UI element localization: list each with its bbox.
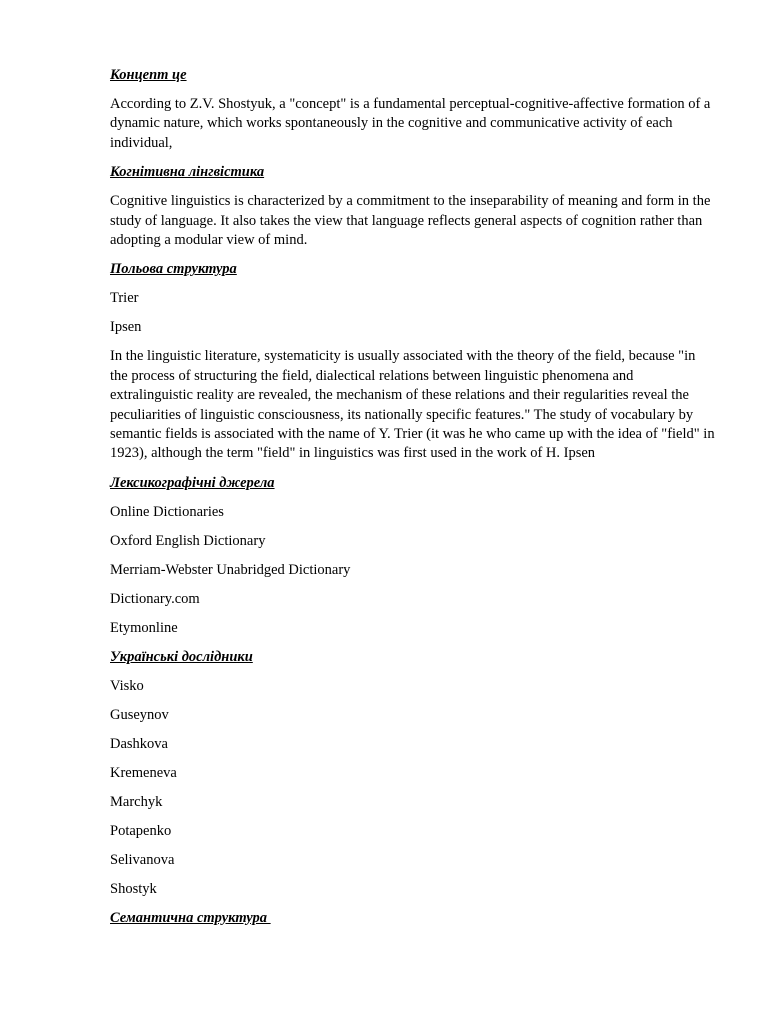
- section-heading-lexicographic-sources: Лексикографічні джерела: [110, 474, 275, 491]
- section-heading-ukrainian-researchers: Українські дослідники: [110, 648, 253, 665]
- list-item: Dashkova: [110, 735, 168, 752]
- list-item: Potapenko: [110, 822, 172, 839]
- paragraph-cognitive-linguistics: Cognitive linguistics is characterized by a commitment to the inseparability of meaning and form in the study of language. It also takes the view that language reflects general aspects of cognition rather than adopting a modular view of mind.: [110, 193, 711, 249]
- section-heading-field-structure: Польова структура: [110, 261, 237, 278]
- paragraph-field-structure: In the linguistic literature, systematicity is usually associated with the theory of the field, because "in the process of structuring the field, dialectical relations between linguistic phenomena and extralinguistic reality are revealed, the mechanism of these relations and their regularities reveal the peculiarities of linguistic consciousness, its nationally specific features." The study of vocabulary by semantic fields is associated with the name of Y. Trier (it was he who came up with the idea of "field" in 1923), although the term "field" in linguistics was first used in the work of H. Ipsen: [110, 348, 715, 462]
- list-item: Etymonline: [110, 619, 178, 636]
- list-item: Shostyk: [110, 880, 157, 897]
- list-item: Marchyk: [110, 793, 163, 810]
- list-item: Oxford English Dictionary: [110, 532, 266, 549]
- list-item: Merriam-Webster Unabridged Dictionary: [110, 561, 351, 578]
- section-heading-semantic-structure: Семантична структура: [110, 909, 271, 926]
- section-heading-cognitive-linguistics: Когнітивна лінгвістика: [110, 164, 265, 181]
- list-item: Selivanova: [110, 851, 175, 868]
- list-item: Visko: [110, 677, 144, 694]
- list-item: Ipsen: [110, 319, 142, 336]
- list-item: Kremeneva: [110, 764, 177, 781]
- list-item: Guseynov: [110, 706, 169, 723]
- list-item: Trier: [110, 290, 139, 307]
- section-heading-concept: Концепт це: [110, 67, 187, 83]
- document-page: [110, 66, 716, 938]
- list-item: Dictionary.com: [110, 590, 200, 607]
- paragraph-concept: According to Z.V. Shostyuk, a "concept" is a fundamental perceptual-cognitive-affective formation of a dynamic nature, which works spontaneously in the cognitive and communicative activity of each individual,: [110, 96, 711, 151]
- list-item: Online Dictionaries: [110, 503, 224, 520]
